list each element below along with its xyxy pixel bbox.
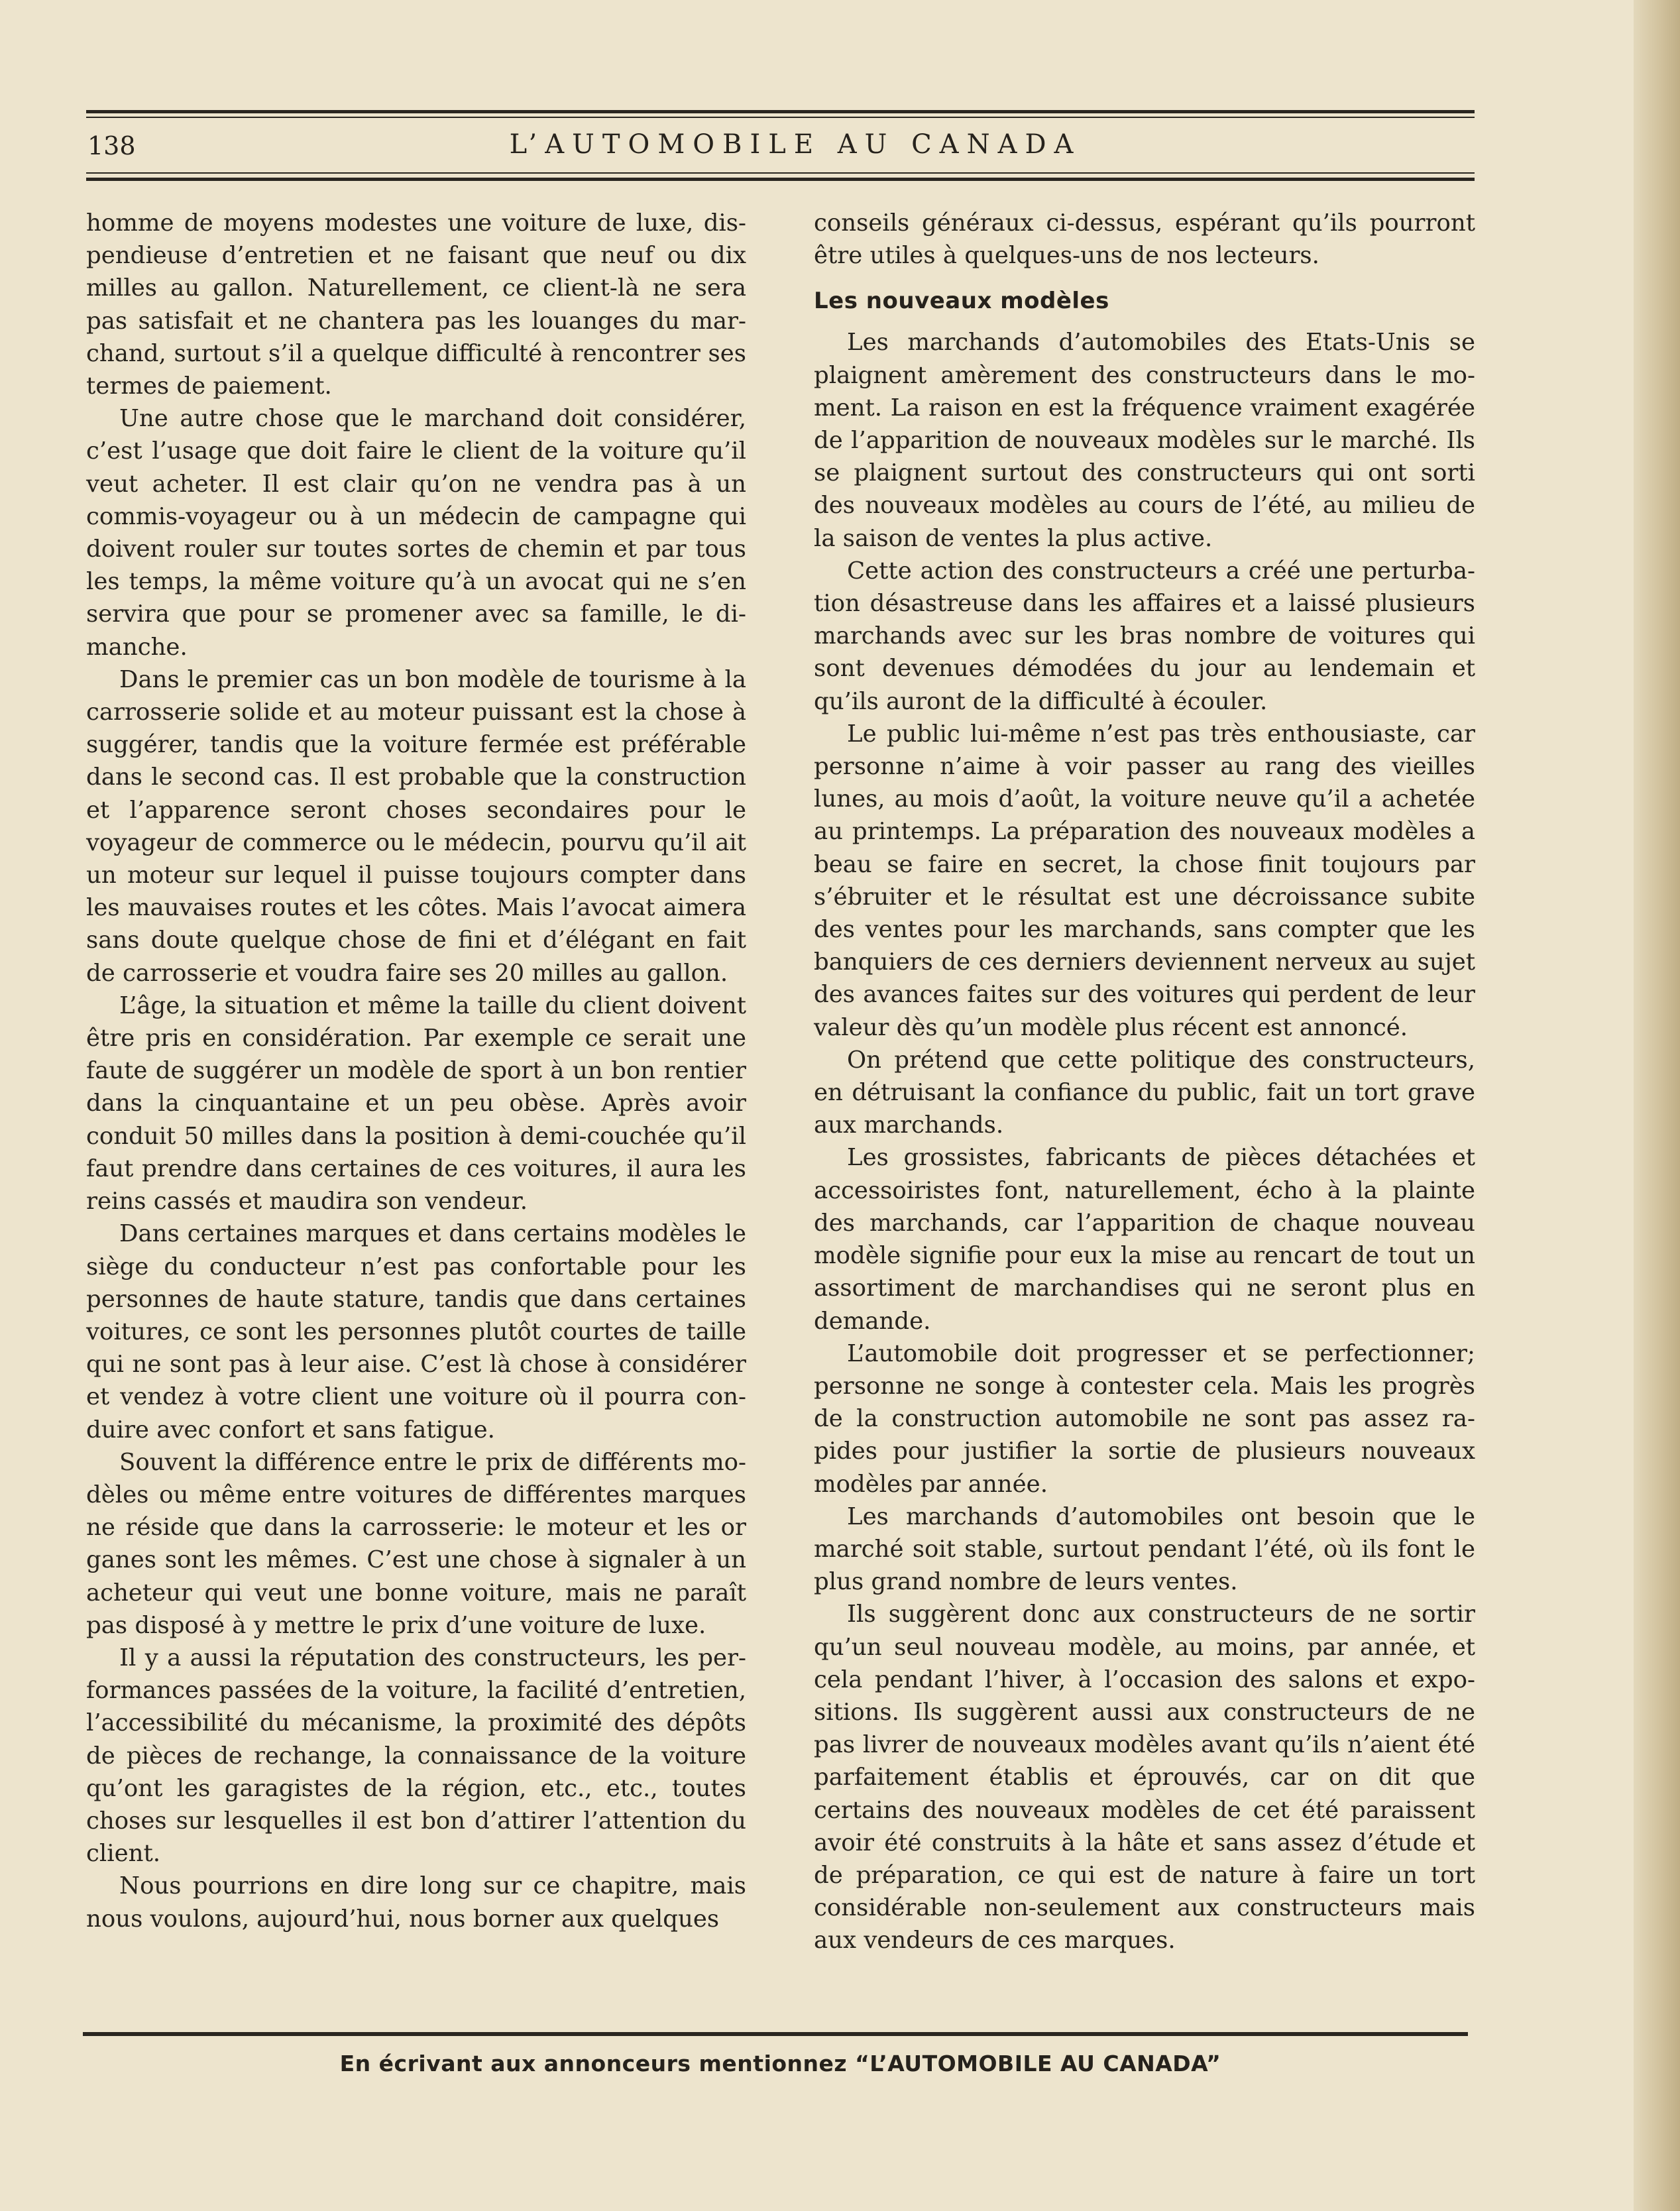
paragraph: Souvent la différence entre le prix de différents modèles ou même entre voitures de différentes marques ne réside que dans la carrosserie: le moteur et les or ganes sont les mêmes. C’est une chose à signaler à un acheteur qui veut une bonne voiture, mais ne paraît pas disposé à y mettre le prix d’une voiture de luxe. (86, 1448, 746, 1639)
paragraph: Nous pourrions en dire long sur ce chapitre, mais nous voulons, aujourd’hui, nous borner aux quelques (86, 1872, 746, 1933)
paragraph: Ils suggèrent donc aux constructeurs de ne sortir qu’un seul nouveau modèle, au moins, par année, et cela pendant l’hiver, à l’occasion des salons et expositions. Ils suggèrent aussi aux constructeurs de ne pas livrer de nouveaux modèles avant qu’ils n’aient été parfaitement établis et éprouvés, car on dit que certains des nouveaux modèles de cet été paraissent avoir été construits à la hâte et sans assez d’étude et de préparation, ce qui est de nature à faire un tort considérable non-seulement aux constructeurs mais aux vendeurs de ces marques. (814, 1601, 1475, 1955)
header-rule-thin (86, 172, 1475, 174)
paragraph: Une autre chose que le marchand doit considérer, c’est l’usage que doit faire le client de la voiture qu’il veut acheter. Il est clair qu’on ne vendra pas à un commis-voyageur ou à un médecin de campagne qui doivent rouler sur toutes sortes de chemin et par tous les temps, la même voiture qu’à un avocat qui ne s’en servira que pour se promener avec sa famille, le dimanche. (86, 405, 746, 661)
paragraph: L’automobile doit progresser et se perfectionner; personne ne songe à contester cela. Mais les progrès de la construction automobile ne sont pas assez rapides pour justifier la sortie de plusieurs nouveaux modèles par année. (814, 1339, 1475, 1498)
paragraph: conseils généraux ci-dessus, espérant qu’ils pourront être utiles à quelques-uns de nos lecteurs. (814, 209, 1475, 270)
footer-rule (83, 2032, 1468, 2036)
paragraph: Il y a aussi la réputation des constructeurs, les performances passées de la voiture, la facilité d’entretien, l’accessibilité du mécanisme, la proximité des dépôts de pièces de rechange, la connaissance de la voiture qu’ont les garagistes de la région, etc., etc., toutes choses sur lesquelles il est bon d’attirer l’attention du client. (86, 1644, 746, 1868)
footer-notice: En écrivant aux annonceurs mentionnez “L’AUTOMOBILE AU CANADA” (339, 2051, 1221, 2076)
top-rule (86, 110, 1475, 113)
paragraph: Le public lui-même n’est pas très enthousiaste, car personne n’aime à voir passer au rang des vieilles lunes, au mois d’août, la voiture neuve qu’il a achetée au printemps. La préparation des nouveaux modèles a beau se faire en secret, la chose finit toujours par s’ébruiter et le résultat est une décroissance subite des ventes pour les marchands, sans compter que les banquiers de ces derniers deviennent nerveux au sujet des avances faites sur des voitures qui perdent de leur valeur dès qu’un modèle plus récent est annoncé. (814, 720, 1475, 1041)
header-rule (86, 178, 1475, 181)
section-heading: Les nouveaux modèles (814, 288, 1109, 315)
left-column (86, 207, 746, 1935)
paragraph: L’âge, la situation et même la taille du client doivent être pris en considération. Par exemple ce serait une faute de suggérer un modèle de sport à un bon rentier dans la cinquantaine et un peu obèse. Après avoir conduit 50 milles dans la position à demi-couchée qu’il faut prendre dans certaines de ces voitures, il aura les reins cassés et maudira son vendeur. (86, 992, 746, 1216)
paragraph: Cette action des constructeurs a créé une perturbation désastreuse dans les affaires et a laissé plusieurs marchands avec sur les bras nombre de voitures qui sont devenues démodées du jour au lendemain et qu’ils auront de la difficulté à écouler. (814, 557, 1475, 715)
page-number: 138 (87, 131, 136, 160)
paragraph: Les marchands d’automobiles ont besoin que le marché soit stable, surtout pendant l’été, où ils font le plus grand nombre de leurs ventes. (814, 1502, 1475, 1596)
paragraph: Dans certaines marques et dans certains modèles le siège du conducteur n’est pas confortable pour les personnes de haute stature, tandis que dans certaines voitures, ce sont les personnes plutôt courtes de taille qui ne sont pas à leur aise. C’est là chose à considérer et vendez à votre client une voiture où il pourra conduire avec confort et sans fatigue. (86, 1220, 746, 1444)
paragraph: homme de moyens modestes une voiture de luxe, dispendieuse d’entretien et ne faisant que neuf ou dix milles au gallon. Naturellement, ce client-là ne sera pas satisfait et ne chantera pas les louanges du marchand, surtout s’il a quelque difficulté à rencontrer ses termes de paiement. (86, 209, 746, 400)
right-column (814, 207, 1475, 1957)
paragraph: Les marchands d’automobiles des Etats-Unis se plaignent amèrement des constructeurs dans le moment. La raison en est la fréquence vraiment exagérée de l’apparition de nouveaux modèles sur le marché. Ils se plaignent surtout des constructeurs qui ont sorti des nouveaux modèles au cours de l’été, au milieu de la saison de ventes la plus active. (814, 329, 1475, 552)
top-rule-thin (86, 117, 1475, 118)
paragraph: Dans le premier cas un bon modèle de tourisme à la carrosserie solide et au moteur puissant est la chose à suggérer, tandis que la voiture fermée est préférable dans le second cas. Il est probable que la construction et l’apparence seront choses secondaires pour le voyageur de commerce ou le médecin, pourvu qu’il ait un moteur sur lequel il puisse toujours compter dans les mauvaises routes et les côtes. Mais l’avocat aimera sans doute quelque chose de fini et d’élégant en fait de carrosserie et voudra faire ses 20 milles au gallon. (86, 665, 746, 987)
running-title: L’AUTOMOBILE AU CANADA (509, 129, 1082, 160)
paragraph: On prétend que cette politique des constructeurs, en détruisant la confiance du public, fait un tort grave aux marchands. (814, 1046, 1475, 1139)
page-edge-shadow (1634, 0, 1680, 2211)
paragraph: Les grossistes, fabricants de pièces détachées et accessoiristes font, naturellement, écho à la plainte des marchands, car l’apparition de chaque nouveau modèle signifie pour eux la mise au rencart de tout un assortiment de marchandises qui ne seront plus en demande. (814, 1144, 1475, 1335)
